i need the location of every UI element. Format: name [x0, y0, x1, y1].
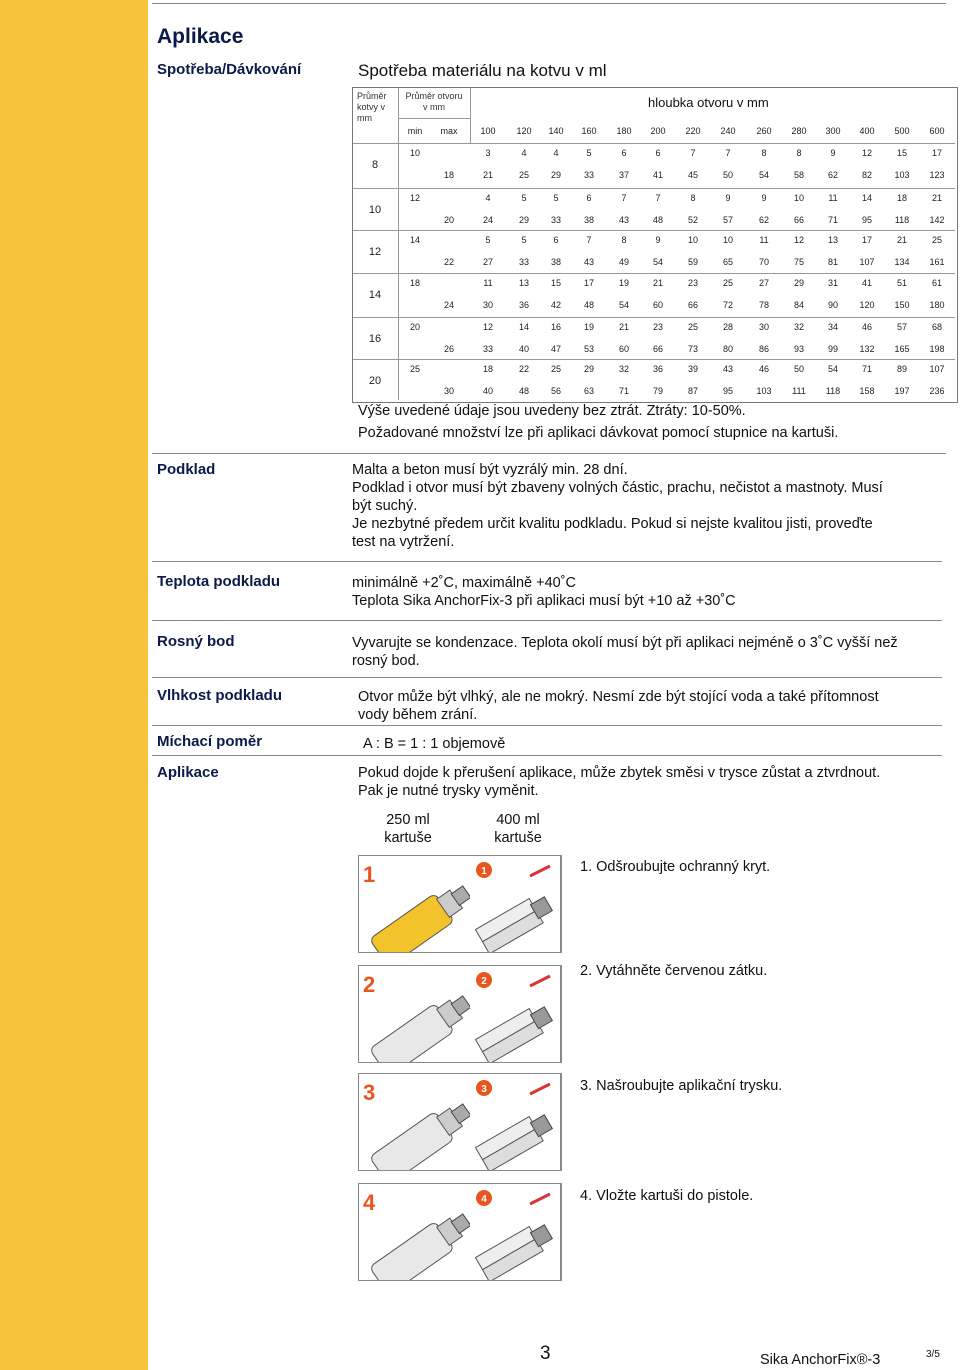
table-cell-min: 41: [861, 278, 872, 288]
table-cell-max: 42: [550, 300, 561, 310]
table-cell-max: 21: [482, 170, 493, 180]
table-cell-min: 9: [725, 193, 731, 203]
table-cell-max: 66: [652, 344, 663, 354]
left-column: [152, 0, 352, 1370]
table-cell-min: 8: [690, 193, 696, 203]
table-cell-min: 21: [931, 193, 942, 203]
table-anchor-size: 16: [368, 333, 382, 345]
table-cell-max: 95: [722, 386, 733, 396]
row-divider: [353, 230, 955, 231]
table-cell-max: 73: [687, 344, 698, 354]
table-cell-max: 72: [722, 300, 733, 310]
divider-podklad: [152, 453, 946, 454]
table-hole-min: 14: [409, 235, 420, 245]
caption-400ml-volume: 400 ml: [496, 812, 540, 828]
header-depth: 120: [516, 126, 532, 136]
step-number-large: 3: [363, 1080, 376, 1105]
table-cell-min: 5: [485, 235, 491, 245]
top-rule: [152, 3, 946, 4]
teplota-line-2: Teplota Sika AnchorFix-3 při aplikaci musí být +10 až +30˚C: [352, 593, 736, 609]
table-cell-max: 87: [687, 386, 698, 396]
rosny-line-1: Vyvarujte se kondenzace. Teplota okolí musí být při aplikaci nejméně o 3˚C vyšší než: [352, 635, 898, 651]
table-cell-max: 86: [758, 344, 769, 354]
table-cell-min: 28: [722, 322, 733, 332]
table-cell-max: 52: [687, 215, 698, 225]
header-depth: 240: [720, 126, 736, 136]
row-divider-header: [353, 143, 955, 144]
table-cell-min: 11: [483, 278, 493, 288]
table-cell-max: 118: [825, 386, 841, 396]
table-cell-max: 43: [583, 257, 594, 267]
table-cell-max: 50: [722, 170, 733, 180]
table-cell-min: 30: [758, 322, 769, 332]
table-cell-min: 7: [586, 235, 592, 245]
table-cell-max: 134: [894, 257, 910, 267]
table-cell-max: 54: [652, 257, 663, 267]
table-cell-max: 142: [929, 215, 945, 225]
table-cell-min: 43: [722, 364, 733, 374]
table-hole-max: 24: [443, 300, 454, 310]
table-cell-max: 71: [827, 215, 838, 225]
header-depth: 220: [685, 126, 701, 136]
table-cell-min: 3: [485, 148, 491, 158]
step-number-small: 3: [481, 1084, 487, 1095]
table-cell-max: 120: [859, 300, 875, 310]
table-cell-max: 123: [929, 170, 945, 180]
table-cell-max: 29: [518, 215, 529, 225]
table-cell-max: 38: [550, 257, 561, 267]
step-4-text: 4. Vložte kartuši do pistole.: [580, 1188, 754, 1204]
table-cell-max: 47: [550, 344, 561, 354]
table-cell-max: 107: [859, 257, 875, 267]
table-cell-min: 15: [896, 148, 907, 158]
table-cell-max: 95: [861, 215, 872, 225]
table-cell-max: 158: [859, 386, 875, 396]
table-cell-min: 12: [482, 322, 493, 332]
table-cell-min: 46: [861, 322, 872, 332]
table-cell-min: 12: [793, 235, 804, 245]
table-cell-max: 40: [482, 386, 493, 396]
table-cell-max: 41: [652, 170, 663, 180]
vlhkost-line-2: vody během zrání.: [358, 707, 478, 723]
table-cell-max: 180: [929, 300, 945, 310]
header-depth: 600: [929, 126, 945, 136]
header-min: min: [407, 126, 423, 136]
caption-250ml-kind: kartuše: [384, 830, 432, 846]
table-cell-min: 4: [553, 148, 559, 158]
step-number-large: 2: [363, 972, 376, 997]
table-cell-min: 12: [861, 148, 872, 158]
caption-400ml-kind: kartuše: [494, 830, 542, 846]
table-cell-min: 10: [793, 193, 804, 203]
table-cell-max: 103: [756, 386, 772, 396]
row-divider-hole-header: [398, 118, 470, 119]
table-cell-max: 62: [827, 170, 838, 180]
table-cell-min: 9: [655, 235, 661, 245]
header-depth: 160: [581, 126, 597, 136]
table-hole-min: 12: [409, 193, 420, 203]
table-cell-min: 14: [518, 322, 529, 332]
row-divider: [353, 317, 955, 318]
divider-rosny: [152, 620, 942, 621]
step-number-large: 4: [363, 1190, 376, 1215]
header-depth: 300: [825, 126, 841, 136]
step-1-text: 1. Odšroubujte ochranný kryt.: [580, 859, 771, 875]
table-cell-min: 50: [793, 364, 804, 374]
table-cell-max: 40: [518, 344, 529, 354]
table-cell-min: 5: [553, 193, 559, 203]
table-cell-max: 43: [618, 215, 629, 225]
table-cell-max: 70: [758, 257, 769, 267]
row-divider: [353, 273, 955, 274]
table-cell-max: 48: [583, 300, 594, 310]
table-cell-max: 60: [652, 300, 663, 310]
header-depth: 180: [616, 126, 632, 136]
table-cell-min: 19: [583, 322, 594, 332]
table-cell-max: 54: [758, 170, 769, 180]
step-2-dual-cartridge-image: [470, 965, 561, 1063]
label-rosny: Rosný bod: [157, 633, 235, 650]
table-cell-min: 10: [722, 235, 733, 245]
table-hole-min: 20: [409, 322, 420, 332]
podklad-line-3: být suchý.: [352, 498, 418, 514]
table-cell-min: 11: [828, 193, 838, 203]
table-cell-min: 68: [931, 322, 942, 332]
header-max: max: [440, 126, 458, 136]
podklad-line-5: test na vytržení.: [352, 534, 455, 550]
caption-250ml-volume: 250 ml: [386, 812, 430, 828]
table-cell-min: 32: [618, 364, 629, 374]
table-note-dosing: Požadované množství lze při aplikaci dávkovat pomocí stupnice na kartuši.: [358, 425, 839, 441]
table-cell-max: 29: [550, 170, 561, 180]
table-cell-max: 33: [550, 215, 561, 225]
table-cell-min: 25: [722, 278, 733, 288]
podklad-line-4: Je nezbytné předem určit kvalitu podkladu. Pokud si nejste kvalitou jisti, proveďte: [352, 516, 873, 532]
vlhkost-line-1: Otvor může být vlhký, ale ne mokrý. Nesmí zde být stojící voda a také přítomnost: [358, 689, 879, 705]
table-cell-max: 150: [894, 300, 910, 310]
teplota-line-1: minimálně +2˚C, maximálně +40˚C: [352, 575, 577, 591]
table-cell-min: 10: [687, 235, 698, 245]
step-number-large: 1: [363, 862, 376, 887]
text-aplikace: [358, 764, 958, 800]
table-cell-min: 16: [550, 322, 561, 332]
table-cell-min: 9: [761, 193, 767, 203]
table-cell-min: 25: [687, 322, 698, 332]
table-cell-min: 21: [618, 322, 629, 332]
table-cell-min: 22: [518, 364, 529, 374]
table-anchor-size: 20: [368, 375, 382, 387]
step-4-dual-cartridge-image: [470, 1183, 561, 1281]
table-cell-max: 66: [687, 300, 698, 310]
table-cell-min: 17: [583, 278, 594, 288]
table-cell-max: 54: [618, 300, 629, 310]
step-1-dual-cartridge-image: [470, 855, 561, 953]
table-cell-min: 17: [931, 148, 942, 158]
divider-vlhkost: [152, 677, 942, 678]
table-cell-max: 66: [793, 215, 804, 225]
table-cell-min: 61: [931, 278, 942, 288]
footer-product: Sika AnchorFix®-3: [760, 1352, 881, 1368]
table-cell-min: 21: [896, 235, 907, 245]
divider-michaci: [152, 725, 942, 726]
table-cell-max: 24: [482, 215, 493, 225]
table-hole-min: 10: [409, 148, 420, 158]
header-depth: 260: [756, 126, 772, 136]
divider-teplota: [152, 561, 942, 562]
table-note-losses: Výše uvedené údaje jsou uvedeny bez ztrát. Ztráty: 10-50%.: [358, 403, 746, 419]
page-title: Aplikace: [157, 25, 244, 48]
table-cell-min: 18: [482, 364, 493, 374]
table-hole-max: 18: [443, 170, 454, 180]
table-cell-max: 58: [793, 170, 804, 180]
table-cell-max: 53: [583, 344, 594, 354]
table-cell-max: 79: [652, 386, 663, 396]
aplikace-line-2: Pak je nutné trysky vyměnit.: [358, 783, 539, 799]
step-number-small: 1: [481, 866, 487, 877]
table-cell-max: 25: [518, 170, 529, 180]
table-cell-min: 27: [758, 278, 769, 288]
caption-250ml: [380, 811, 436, 847]
table-cell-min: 8: [796, 148, 802, 158]
text-michaci: A : B = 1 : 1 objemově: [363, 736, 506, 752]
row-divider: [353, 359, 955, 360]
table-cell-min: 7: [621, 193, 627, 203]
table-cell-max: 118: [894, 215, 910, 225]
table-hole-max: 20: [443, 215, 454, 225]
text-vlhkost: [358, 688, 958, 724]
dual-cartridge-icon: [470, 1184, 560, 1280]
text-teplota: [352, 574, 952, 610]
header-depth: 400: [859, 126, 875, 136]
table-cell-min: 25: [550, 364, 561, 374]
text-rosny: [352, 634, 952, 670]
table-hole-min: 18: [409, 278, 420, 288]
table-cell-max: 33: [518, 257, 529, 267]
table-cell-min: 29: [793, 278, 804, 288]
table-cell-max: 111: [792, 386, 806, 396]
table-cell-min: 29: [583, 364, 594, 374]
text-podklad: [352, 461, 952, 551]
header-anchor-diameter: Průměr kotvy v mm: [357, 91, 387, 123]
step-3-dual-cartridge-image: [470, 1073, 561, 1171]
consumption-table: [352, 87, 958, 403]
table-cell-min: 7: [690, 148, 696, 158]
table-cell-min: 13: [518, 278, 529, 288]
table-cell-max: 81: [827, 257, 838, 267]
table-cell-max: 90: [827, 300, 838, 310]
table-cell-max: 99: [827, 344, 838, 354]
table-cell-max: 80: [722, 344, 733, 354]
header-depth: 500: [894, 126, 910, 136]
table-cell-min: 18: [896, 193, 907, 203]
table-cell-max: 49: [618, 257, 629, 267]
table-cell-min: 54: [827, 364, 838, 374]
table-cell-max: 27: [482, 257, 493, 267]
col-divider-anchor: [398, 88, 399, 400]
table-cell-max: 62: [758, 215, 769, 225]
table-cell-min: 6: [621, 148, 627, 158]
label-aplikace: Aplikace: [157, 764, 219, 781]
table-cell-max: 48: [518, 386, 529, 396]
table-cell-max: 78: [758, 300, 769, 310]
table-cell-max: 75: [793, 257, 804, 267]
table-hole-max: 22: [443, 257, 454, 267]
table-cell-min: 5: [586, 148, 592, 158]
table-anchor-size: 14: [368, 289, 382, 301]
table-cell-max: 71: [618, 386, 629, 396]
header-depth: 280: [791, 126, 807, 136]
table-cell-max: 37: [618, 170, 629, 180]
table-cell-max: 165: [894, 344, 910, 354]
dual-cartridge-icon: [470, 1074, 560, 1170]
divider-aplikace: [152, 755, 942, 756]
rosny-line-2: rosný bod.: [352, 653, 420, 669]
table-cell-min: 46: [758, 364, 769, 374]
table-cell-min: 36: [652, 364, 663, 374]
header-depth: 100: [480, 126, 496, 136]
table-cell-min: 5: [521, 235, 527, 245]
table-cell-min: 8: [621, 235, 627, 245]
table-cell-max: 30: [482, 300, 493, 310]
table-cell-max: 236: [929, 386, 945, 396]
label-podklad: Podklad: [157, 461, 216, 478]
table-cell-max: 59: [687, 257, 698, 267]
table-cell-min: 57: [896, 322, 907, 332]
section-label-dosing: Spotřeba/Dávkování: [157, 61, 302, 78]
table-hole-max: 30: [443, 386, 454, 396]
table-cell-max: 33: [482, 344, 493, 354]
table-cell-max: 65: [722, 257, 733, 267]
table-cell-min: 6: [553, 235, 559, 245]
step-number-small: 2: [481, 976, 487, 987]
table-anchor-size: 8: [371, 159, 379, 171]
table-cell-min: 15: [550, 278, 561, 288]
table-cell-max: 57: [722, 215, 733, 225]
table-cell-min: 21: [652, 278, 663, 288]
table-cell-max: 93: [793, 344, 804, 354]
dual-cartridge-icon: [470, 966, 560, 1062]
label-teplota: Teplota podkladu: [157, 573, 281, 590]
table-cell-min: 13: [827, 235, 838, 245]
table-cell-max: 60: [618, 344, 629, 354]
table-cell-min: 6: [655, 148, 661, 158]
table-cell-max: 63: [583, 386, 594, 396]
table-title: Spotřeba materiálu na kotvu v ml: [358, 61, 607, 80]
footer-page-number: 3: [540, 1343, 551, 1364]
table-cell-max: 48: [652, 215, 663, 225]
podklad-line-1: Malta a beton musí být vyzrálý min. 28 dní.: [352, 462, 628, 478]
table-cell-min: 107: [929, 364, 945, 374]
label-vlhkost: Vlhkost podkladu: [157, 687, 283, 704]
table-cell-min: 32: [793, 322, 804, 332]
table-cell-max: 198: [929, 344, 945, 354]
header-hole-diameter: Průměr otvoru v mm: [405, 91, 463, 112]
col-divider-hole: [470, 88, 471, 143]
table-cell-max: 197: [894, 386, 910, 396]
table-cell-max: 56: [550, 386, 561, 396]
sidebar-band: [0, 0, 148, 1370]
table-cell-min: 6: [586, 193, 592, 203]
podklad-line-2: Podklad i otvor musí být zbaveny volných částic, prachu, nečistot a mastnoty. Musí: [352, 480, 883, 496]
table-cell-min: 31: [827, 278, 838, 288]
table-cell-min: 7: [655, 193, 661, 203]
label-michaci: Míchací poměr: [157, 733, 263, 750]
table-cell-min: 23: [687, 278, 698, 288]
caption-400ml: [490, 811, 546, 847]
table-cell-min: 14: [861, 193, 872, 203]
aplikace-line-1: Pokud dojde k přerušení aplikace, může zbytek směsi v trysce zůstat a ztvrdnout.: [358, 765, 881, 781]
table-cell-min: 5: [521, 193, 527, 203]
table-cell-max: 161: [929, 257, 945, 267]
table-cell-min: 11: [759, 235, 769, 245]
table-anchor-size: 12: [368, 246, 382, 258]
table-cell-min: 25: [931, 235, 942, 245]
table-cell-max: 45: [687, 170, 698, 180]
table-cell-max: 84: [793, 300, 804, 310]
table-cell-max: 132: [859, 344, 875, 354]
table-cell-max: 38: [583, 215, 594, 225]
table-cell-max: 36: [518, 300, 529, 310]
table-cell-max: 82: [861, 170, 872, 180]
table-cell-min: 7: [725, 148, 731, 158]
header-hole-depth: hloubka otvoru v mm: [648, 95, 769, 110]
step-3-text: 3. Našroubujte aplikační trysku.: [580, 1078, 783, 1094]
table-hole-max: 26: [443, 344, 454, 354]
table-cell-min: 71: [861, 364, 872, 374]
table-cell-min: 19: [618, 278, 629, 288]
table-cell-max: 103: [894, 170, 910, 180]
table-cell-min: 23: [652, 322, 663, 332]
header-depth: 140: [548, 126, 564, 136]
table-cell-max: 33: [583, 170, 594, 180]
table-cell-min: 17: [861, 235, 872, 245]
table-cell-min: 89: [896, 364, 907, 374]
row-divider: [353, 188, 955, 189]
table-anchor-size: 10: [368, 204, 382, 216]
step-number-small: 4: [481, 1194, 487, 1205]
header-depth: 200: [650, 126, 666, 136]
footer-page-of: 3/5: [926, 1349, 940, 1360]
table-cell-min: 39: [687, 364, 698, 374]
table-cell-min: 4: [521, 148, 527, 158]
table-cell-min: 51: [896, 278, 907, 288]
table-cell-min: 8: [761, 148, 767, 158]
table-cell-min: 9: [830, 148, 836, 158]
table-cell-min: 34: [827, 322, 838, 332]
dual-cartridge-icon: [470, 856, 560, 952]
table-cell-min: 4: [485, 193, 491, 203]
step-2-text: 2. Vytáhněte červenou zátku.: [580, 963, 768, 979]
table-hole-min: 25: [409, 364, 420, 374]
